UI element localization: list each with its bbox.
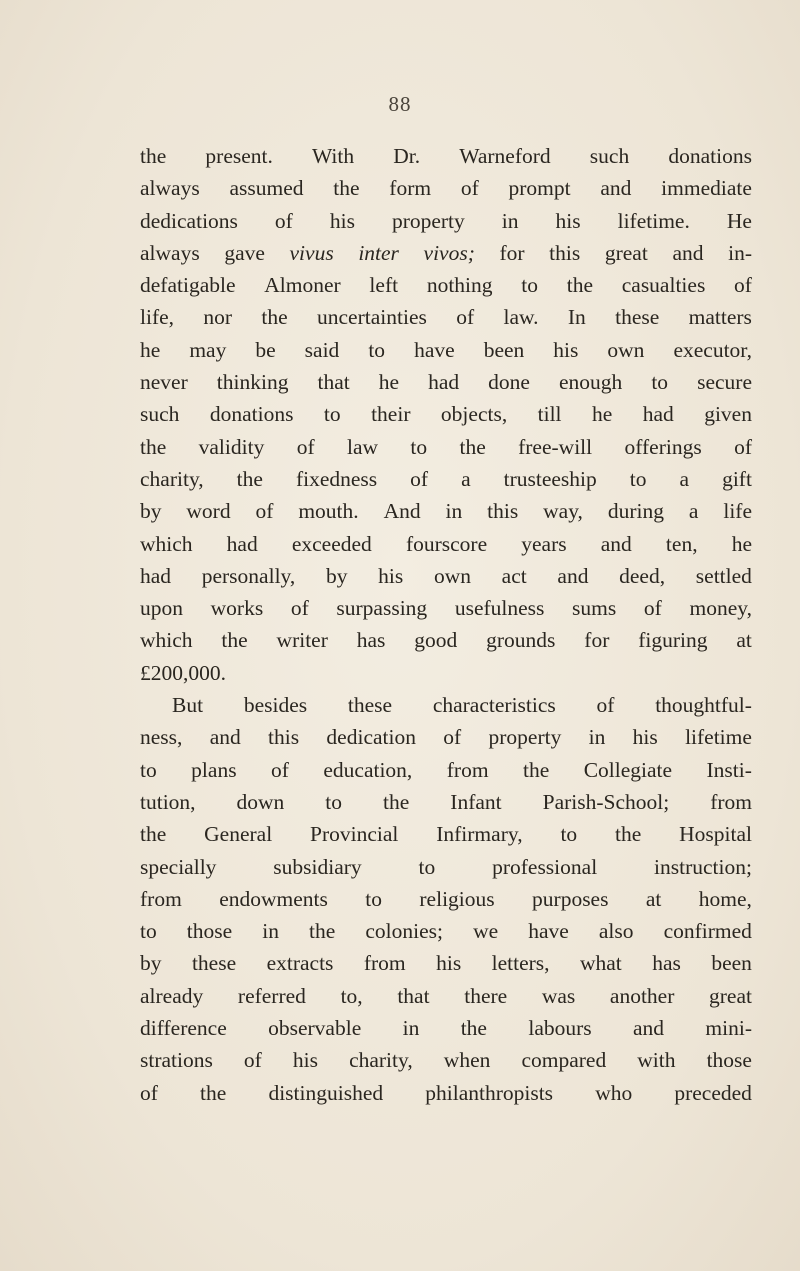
word: in [262, 919, 279, 944]
word: fixedness [295, 466, 378, 491]
word: had [428, 370, 460, 395]
word: and [600, 531, 632, 556]
word: to [521, 273, 538, 298]
word: education, [323, 757, 413, 782]
word: his [436, 951, 462, 976]
word: present. [205, 144, 273, 168]
word: at [645, 886, 662, 911]
word: exceeded [291, 531, 372, 556]
word: letters, [491, 951, 550, 976]
word: upon [140, 596, 183, 621]
word: has [652, 951, 681, 976]
word: And [383, 499, 421, 524]
word: mouth. [298, 499, 359, 524]
page-number: 88 [388, 92, 412, 116]
word: the [333, 176, 360, 201]
word: of [443, 725, 462, 750]
word: referred [237, 983, 306, 1008]
word: the [383, 789, 410, 814]
word: these [347, 693, 393, 718]
word: secure [697, 370, 752, 395]
word: surpassing [336, 596, 428, 621]
word: his [329, 208, 355, 233]
word: besides [243, 693, 308, 718]
text-line [140, 754, 752, 786]
word: settled [695, 563, 752, 588]
word: these [191, 951, 237, 976]
text-line [140, 301, 752, 333]
word: to [365, 886, 382, 911]
word: left [369, 273, 399, 298]
word: by [140, 499, 162, 524]
word: of [734, 434, 752, 459]
word: executor, [673, 337, 752, 362]
word: own [433, 563, 471, 588]
text-line [140, 431, 752, 463]
word: their [371, 402, 411, 427]
word: property [391, 208, 465, 233]
word: donations [209, 402, 294, 427]
word: ness, [140, 725, 183, 750]
word: law. [503, 305, 539, 330]
word: such [140, 402, 180, 427]
word: a [688, 499, 699, 524]
word: the [261, 305, 288, 330]
word: said [304, 337, 340, 362]
word: the [236, 466, 263, 491]
word: labours [528, 1016, 592, 1041]
word: had [140, 563, 172, 588]
word: of [290, 596, 309, 621]
word: from [363, 951, 406, 976]
word: money, [689, 596, 752, 621]
text-line [140, 205, 752, 237]
word: dedication [326, 725, 416, 750]
word: gave [224, 240, 265, 265]
text-line [140, 1012, 752, 1044]
word: extracts [266, 951, 334, 976]
word: by [325, 563, 348, 588]
word: those [186, 919, 233, 944]
word: he [591, 402, 613, 427]
word: be [255, 337, 276, 362]
word: given [704, 402, 752, 427]
word: writer [276, 628, 328, 653]
text-line [140, 883, 752, 915]
text-line [140, 1044, 752, 1076]
word: that [397, 983, 430, 1008]
word: Infant [450, 789, 502, 814]
word: nor [203, 305, 233, 330]
text-line [140, 237, 752, 269]
word: offerings [624, 434, 702, 459]
word: personally, [201, 563, 296, 588]
word: the [459, 434, 486, 459]
word: this [268, 725, 300, 750]
word: charity, [349, 1048, 413, 1073]
word: to [140, 919, 157, 944]
word: home, [698, 886, 752, 911]
word: with [637, 1048, 676, 1073]
word: to [651, 370, 669, 395]
word: distinguished [268, 1080, 384, 1105]
word: these [615, 305, 660, 330]
word: of [255, 499, 274, 524]
word: done [488, 370, 530, 395]
text-line [140, 495, 752, 527]
word: prompt [508, 176, 571, 201]
word: the [615, 822, 642, 847]
word: of [596, 693, 615, 718]
word: in [588, 725, 606, 750]
word: what [579, 951, 622, 976]
word: assumed [229, 176, 304, 201]
word: his [378, 563, 404, 588]
word: of [243, 1048, 262, 1073]
text-line [140, 980, 752, 1012]
word: of [410, 466, 429, 491]
word: dedications [140, 208, 238, 233]
text-line [140, 1077, 752, 1109]
word: difference [140, 1016, 227, 1041]
word: always [140, 176, 200, 201]
word: immediate [661, 176, 752, 201]
word: professional [492, 854, 598, 879]
word: compared [521, 1048, 607, 1073]
word: been [483, 337, 525, 362]
word: validity [198, 434, 265, 459]
word: instruction; [654, 854, 752, 879]
word: property [488, 725, 562, 750]
word: But [172, 693, 204, 718]
word: in [501, 208, 519, 233]
word: of [456, 305, 475, 330]
word: great [604, 240, 648, 265]
word: gift [722, 466, 752, 491]
word: Collegiate [583, 757, 673, 782]
word: Insti- [706, 757, 752, 782]
word: and [672, 240, 704, 265]
text-line [140, 398, 752, 430]
text-line [140, 818, 752, 850]
word: we [473, 919, 499, 944]
word: specially [140, 854, 217, 879]
word: of [460, 176, 479, 201]
word: nothing [426, 273, 493, 298]
word: In [567, 305, 586, 330]
word: a [679, 466, 690, 491]
text-line [140, 172, 752, 204]
word: of [734, 273, 752, 298]
word: from [710, 789, 752, 814]
word: during [607, 499, 664, 524]
word: vivos; [423, 240, 475, 265]
word: there [464, 983, 508, 1008]
word: of [271, 757, 289, 782]
word: never [140, 370, 188, 395]
word: great [709, 983, 752, 1008]
word: the [140, 434, 167, 459]
word: enough [559, 370, 623, 395]
word: Warneford [459, 144, 551, 168]
word: £200,000. [140, 660, 226, 685]
word: the [522, 757, 550, 782]
word: inter [358, 240, 399, 265]
word: of [296, 434, 315, 459]
text-line [140, 528, 752, 560]
word: law [346, 434, 379, 459]
text-line [140, 721, 752, 753]
word: those [706, 1048, 752, 1073]
word: this [487, 499, 519, 524]
word: from [140, 886, 182, 911]
word: the [566, 273, 593, 298]
word: for [584, 628, 610, 653]
word: the [200, 1080, 227, 1105]
word: figuring [638, 628, 708, 653]
word: works [210, 596, 264, 621]
text-line [140, 592, 752, 624]
word: characteristics [432, 693, 556, 718]
word: at [736, 628, 752, 653]
word: and [633, 1016, 665, 1041]
word: Infirmary, [436, 822, 523, 847]
word: plans [191, 757, 237, 782]
word: of [274, 208, 293, 233]
word: thinking [216, 370, 289, 395]
word: religious [419, 886, 495, 911]
word: observable [268, 1016, 362, 1041]
word: grounds [486, 628, 556, 653]
word: he [378, 370, 400, 395]
word: uncertainties [317, 305, 427, 330]
word: this [549, 240, 581, 265]
word: the [309, 919, 336, 944]
word: been [711, 951, 752, 976]
word: the [140, 822, 167, 847]
word: defatigable [140, 273, 236, 298]
word: had [642, 402, 674, 427]
word: in- [728, 240, 752, 265]
word: may [189, 337, 227, 362]
word: by [140, 951, 162, 976]
word: to [323, 402, 341, 427]
word: to [410, 434, 428, 459]
word: that [317, 370, 350, 395]
word: ten, [665, 531, 698, 556]
text-line [140, 624, 752, 656]
word: the [140, 144, 167, 168]
word: purposes [532, 886, 609, 911]
word: who [595, 1080, 633, 1105]
word: colonies; [365, 919, 444, 944]
word: the [460, 1016, 487, 1041]
word: years [521, 531, 567, 556]
word: life [723, 499, 752, 524]
word: already [140, 983, 204, 1008]
word: casualties [621, 273, 706, 298]
text-line [140, 851, 752, 883]
text-line [140, 560, 752, 592]
word: and [557, 563, 589, 588]
word: to [560, 822, 578, 847]
text-line [140, 140, 752, 172]
word: lifetime. [617, 208, 690, 233]
word: Dr. [393, 144, 421, 168]
word: vivus [289, 240, 334, 265]
word: have [528, 919, 569, 944]
word: to [368, 337, 386, 362]
word: Hospital [679, 822, 752, 847]
word: was [541, 983, 576, 1008]
word: which [140, 628, 193, 653]
word: to [140, 757, 157, 782]
word: and [600, 176, 632, 201]
word: endowments [219, 886, 328, 911]
word: subsidiary [273, 854, 362, 879]
text-line [140, 334, 752, 366]
word: in [445, 499, 463, 524]
word: has [356, 628, 386, 653]
word: to [325, 789, 343, 814]
text-line [140, 947, 752, 979]
word: had [226, 531, 258, 556]
word: good [414, 628, 458, 653]
text-line [140, 366, 752, 398]
word: when [443, 1048, 491, 1073]
word: in [402, 1016, 420, 1041]
word: philanthropists [425, 1080, 554, 1105]
text-line [140, 657, 752, 689]
word: also [598, 919, 634, 944]
word: form [389, 176, 432, 201]
word: way, [543, 499, 583, 524]
word: deed, [619, 563, 666, 588]
word: to, [340, 983, 363, 1008]
word: With [312, 144, 355, 168]
word: down [236, 789, 285, 814]
word: another [609, 983, 675, 1008]
word: thoughtful- [655, 693, 752, 718]
word: tution, [140, 789, 196, 814]
word: strations [140, 1048, 213, 1073]
word: he [140, 337, 161, 362]
word: and [209, 725, 241, 750]
word: donations [668, 144, 752, 168]
word: he [731, 531, 752, 556]
word: confirmed [663, 919, 752, 944]
word: his [632, 725, 658, 750]
word: of [643, 596, 662, 621]
word: He [726, 208, 752, 233]
word: his [555, 208, 581, 233]
text-line [140, 915, 752, 947]
text-line [140, 463, 752, 495]
word: to [629, 466, 647, 491]
word: the [221, 628, 248, 653]
body-text [140, 140, 752, 1109]
word: mini- [705, 1016, 752, 1041]
word: his [292, 1048, 318, 1073]
word: Almoner [264, 273, 341, 298]
word: sums [572, 596, 617, 621]
word: Parish-School; [542, 789, 670, 814]
word: act [501, 563, 527, 588]
word: fourscore [405, 531, 488, 556]
word: have [414, 337, 455, 362]
word: General [204, 822, 273, 847]
word: for [499, 240, 525, 265]
word: matters [688, 305, 752, 330]
word: charity, [140, 466, 204, 491]
word: lifetime [685, 725, 752, 750]
word: a [461, 466, 471, 491]
word: word [186, 499, 231, 524]
word: from [446, 757, 489, 782]
word: usefulness [454, 596, 545, 621]
word: such [589, 144, 630, 168]
word: life, [140, 305, 175, 330]
word: to [418, 854, 436, 879]
text-line [140, 269, 752, 301]
word: always [140, 240, 200, 265]
word: Provincial [310, 822, 399, 847]
word: own [607, 337, 645, 362]
text-line [140, 689, 752, 721]
word: objects, [440, 402, 508, 427]
word: which [140, 531, 193, 556]
word: trusteeship [503, 466, 597, 491]
word: his [553, 337, 579, 362]
word: of [140, 1080, 158, 1105]
word: free-will [518, 434, 593, 459]
word: till [537, 402, 562, 427]
word: preceded [674, 1080, 752, 1105]
text-line [140, 786, 752, 818]
